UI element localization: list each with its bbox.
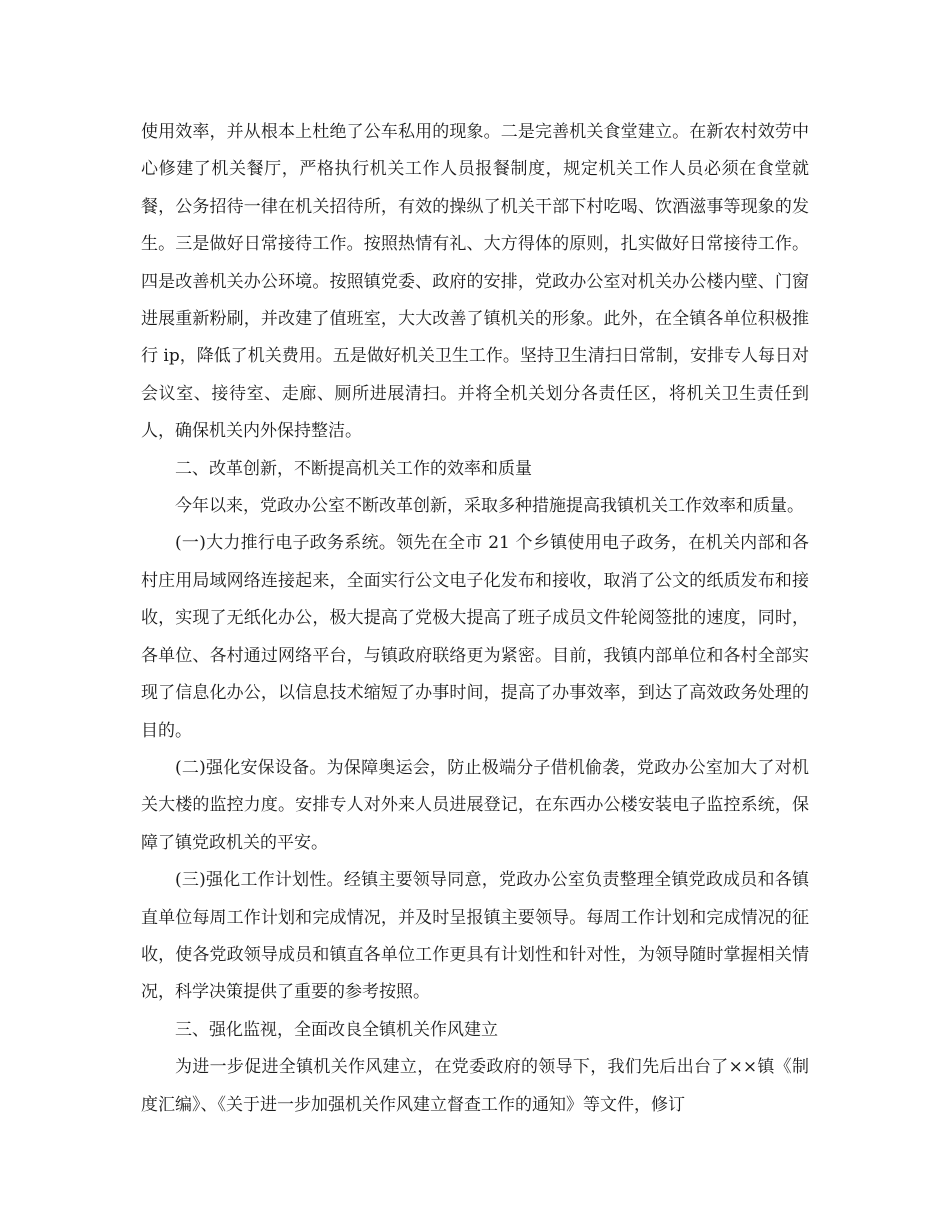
paragraph-8: 为进一步促进全镇机关作风建立，在党委政府的领导下，我们先后出台了××镇《制度汇编》、《关于进一步加强机关作风建立督查工作的通知》等文件，修订 (141, 1057, 809, 1115)
paragraph-6: (三)强化工作计划性。经镇主要领导同意，党政办公室负责整理全镇党政成员和各镇直单位每周工作计划和完成情况，并及时呈报镇主要领导。每周工作计划和完成情况的征收，使各党政领导成员和镇直各单位工作更具有计划性和针对性，为领导随时掌握相关情况，科学决策提供了重要的参考按照。 (141, 870, 809, 1003)
paragraph-3: 今年以来，党政办公室不断改革创新，采取多种措施提高我镇机关工作效率和质量。 (175, 496, 804, 517)
paragraph-4: (一)大力推行电子政务系统。领先在全市 21 个乡镇使用电子政务，在机关内部和各村庄用局域网络连接起来，全面实行公文电子化发布和接收，取消了公文的纸质发布和接收，实现了无纸化办公，极大提高了党极大提高了班子成员文件轮阅签批的速度，同时，各单位、各村通过网络平台，与镇政府联络更为紧密。目前，我镇内部单位和各村全部实现了信息化办公，以信息技术缩短了办事时间，提高了办事效率，到达了高效政务处理的目的。 (141, 533, 809, 741)
paragraph-1: 使用效率，并从根本上杜绝了公车私用的现象。二是完善机关食堂建立。在新农村效劳中心修建了机关餐厅，严格执行机关工作人员报餐制度，规定机关工作人员必须在食堂就餐，公务招待一律在机关招待所，有效的操纵了机关干部下村吃喝、饮酒滋事等现象的发生。三是做好日常接待工作。按照热情有礼、大方得体的原则，扎实做好日常接待工作。四是改善机关办公环境。按照镇党委、政府的安排，党政办公室对机关办公楼内壁、门窗进展重新粉刷，并改建了值班室，大大改善了镇机关的形象。此外，在全镇各单位积极推行 ip，降低了机关费用。五是做好机关卫生工作。坚持卫生清扫日常制，安排专人每日对会议室、接待室、走廊、厕所进展清扫。并将全机关划分各责任区，将机关卫生责任到人，确保机关内外保持整洁。 (141, 122, 809, 442)
document-body (141, 114, 809, 1124)
heading-section-3: 三、强化监视，全面改良全镇机关作风建立 (175, 1019, 498, 1040)
paragraph-5: (二)强化安保设备。为保障奥运会，防止极端分子借机偷袭，党政办公室加大了对机关大楼的监控力度。安排专人对外来人员进展登记，在东西办公楼安装电子监控系统，保障了镇党政机关的平安。 (141, 757, 809, 853)
heading-section-2: 二、改革创新，不断提高机关工作的效率和质量 (175, 458, 532, 479)
